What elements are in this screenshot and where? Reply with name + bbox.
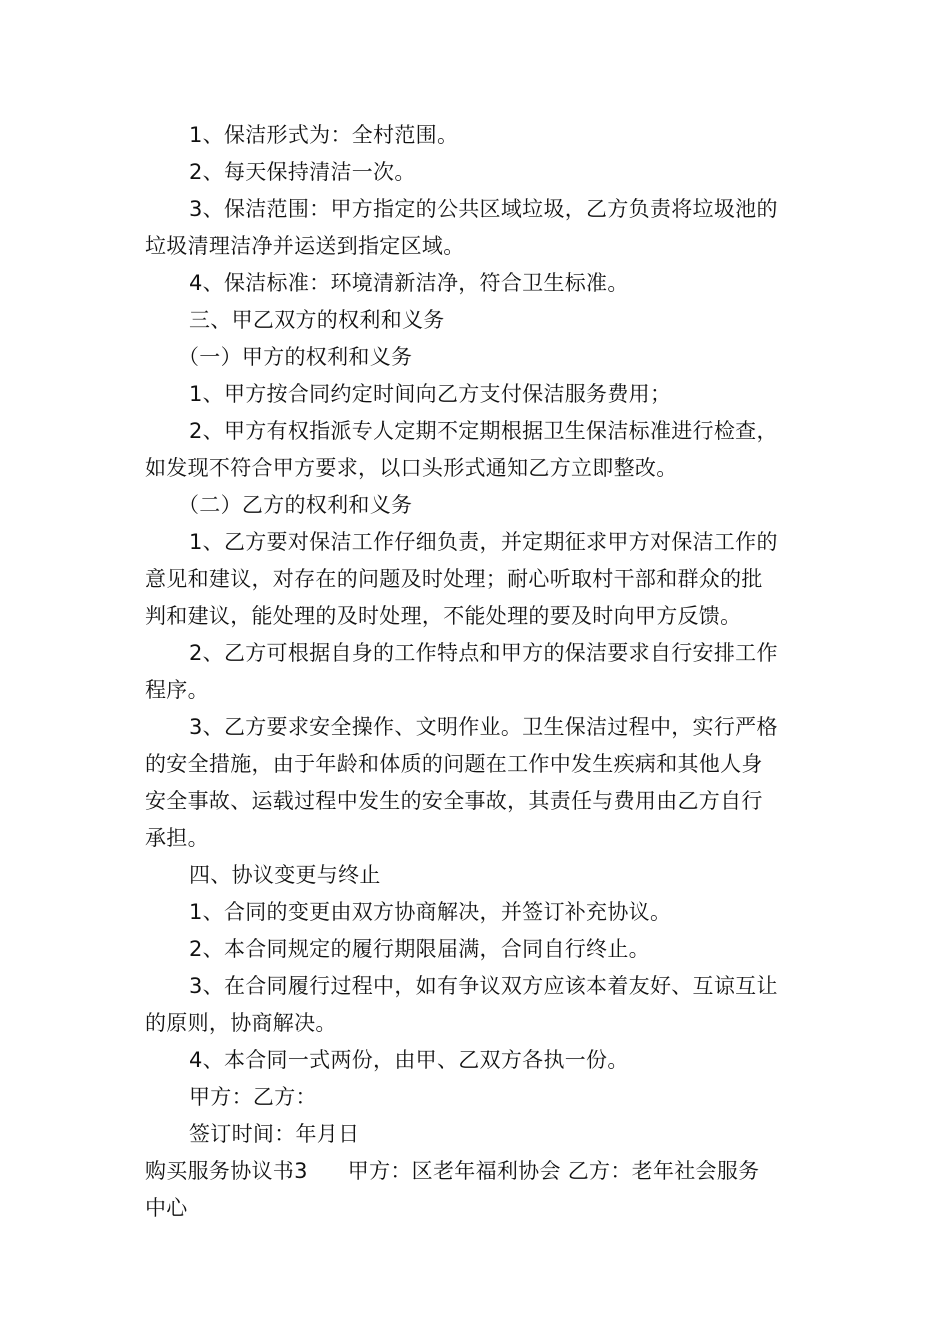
- paragraph-line: 1、甲方按合同约定时间向乙方支付保洁服务费用；: [189, 382, 672, 406]
- paragraph-line: 2、甲方有权指派专人定期不定期根据卫生保洁标准进行检查，: [189, 419, 778, 443]
- paragraph-line: 程序。: [145, 678, 209, 702]
- agreement-title: 购买服务协议书3: [145, 1159, 308, 1183]
- section-heading: 四、协议变更与终止: [189, 863, 381, 887]
- paragraph-line: 意见和建议，对存在的问题及时处理；耐心听取村干部和群众的批: [145, 567, 763, 591]
- agreement-parties: 甲方：区老年福利协会 乙方：老年社会服务: [347, 1159, 760, 1183]
- paragraph-line: 3、乙方要求安全操作、文明作业。卫生保洁过程中，实行严格: [189, 715, 778, 739]
- paragraph-line: 垃圾清理洁净并运送到指定区域。: [145, 234, 465, 258]
- paragraph-line: 1、保洁形式为：全村范围。: [189, 123, 459, 147]
- paragraph-line: 2、本合同规定的履行期限届满，合同自行终止。: [189, 937, 650, 961]
- paragraph-line: 1、乙方要对保洁工作仔细负责，并定期征求甲方对保洁工作的: [189, 530, 778, 554]
- subsection-heading: （二）乙方的权利和义务: [178, 493, 413, 517]
- paragraph-line: 4、保洁标准：环境清新洁净，符合卫生标准。: [189, 271, 629, 295]
- signing-date: 签订时间：年月日: [189, 1122, 360, 1146]
- paragraph-line: 判和建议，能处理的及时处理，不能处理的要及时向甲方反馈。: [145, 604, 742, 628]
- paragraph-line: 的安全措施，由于年龄和体质的问题在工作中发生疾病和其他人身: [145, 752, 763, 776]
- signature-parties: 甲方：乙方：: [189, 1085, 317, 1109]
- subsection-heading: （一）甲方的权利和义务: [178, 345, 413, 369]
- paragraph-line: 的原则，协商解决。: [145, 1011, 337, 1035]
- section-heading: 三、甲乙双方的权利和义务: [189, 308, 445, 332]
- document-body: [145, 117, 811, 1227]
- paragraph-line: 3、在合同履行过程中，如有争议双方应该本着友好、互谅互让: [189, 974, 778, 998]
- paragraph-line: 1、合同的变更由双方协商解决，并签订补充协议。: [189, 900, 672, 924]
- paragraph-line: 4、本合同一式两份，由甲、乙双方各执一份。: [189, 1048, 629, 1072]
- agreement-heading-line: [145, 1153, 811, 1190]
- paragraph-line: 2、每天保持清洁一次。: [189, 160, 416, 184]
- paragraph-line: 承担。: [145, 826, 209, 850]
- paragraph-line: 3、保洁范围：甲方指定的公共区域垃圾，乙方负责将垃圾池的: [189, 197, 778, 221]
- paragraph-line: 如发现不符合甲方要求，以口头形式通知乙方立即整改。: [145, 456, 678, 480]
- paragraph-line: 2、乙方可根据自身的工作特点和甲方的保洁要求自行安排工作: [189, 641, 778, 665]
- paragraph-line: 安全事故、运载过程中发生的安全事故，其责任与费用由乙方自行: [145, 789, 763, 813]
- paragraph-line: 中心: [145, 1196, 188, 1220]
